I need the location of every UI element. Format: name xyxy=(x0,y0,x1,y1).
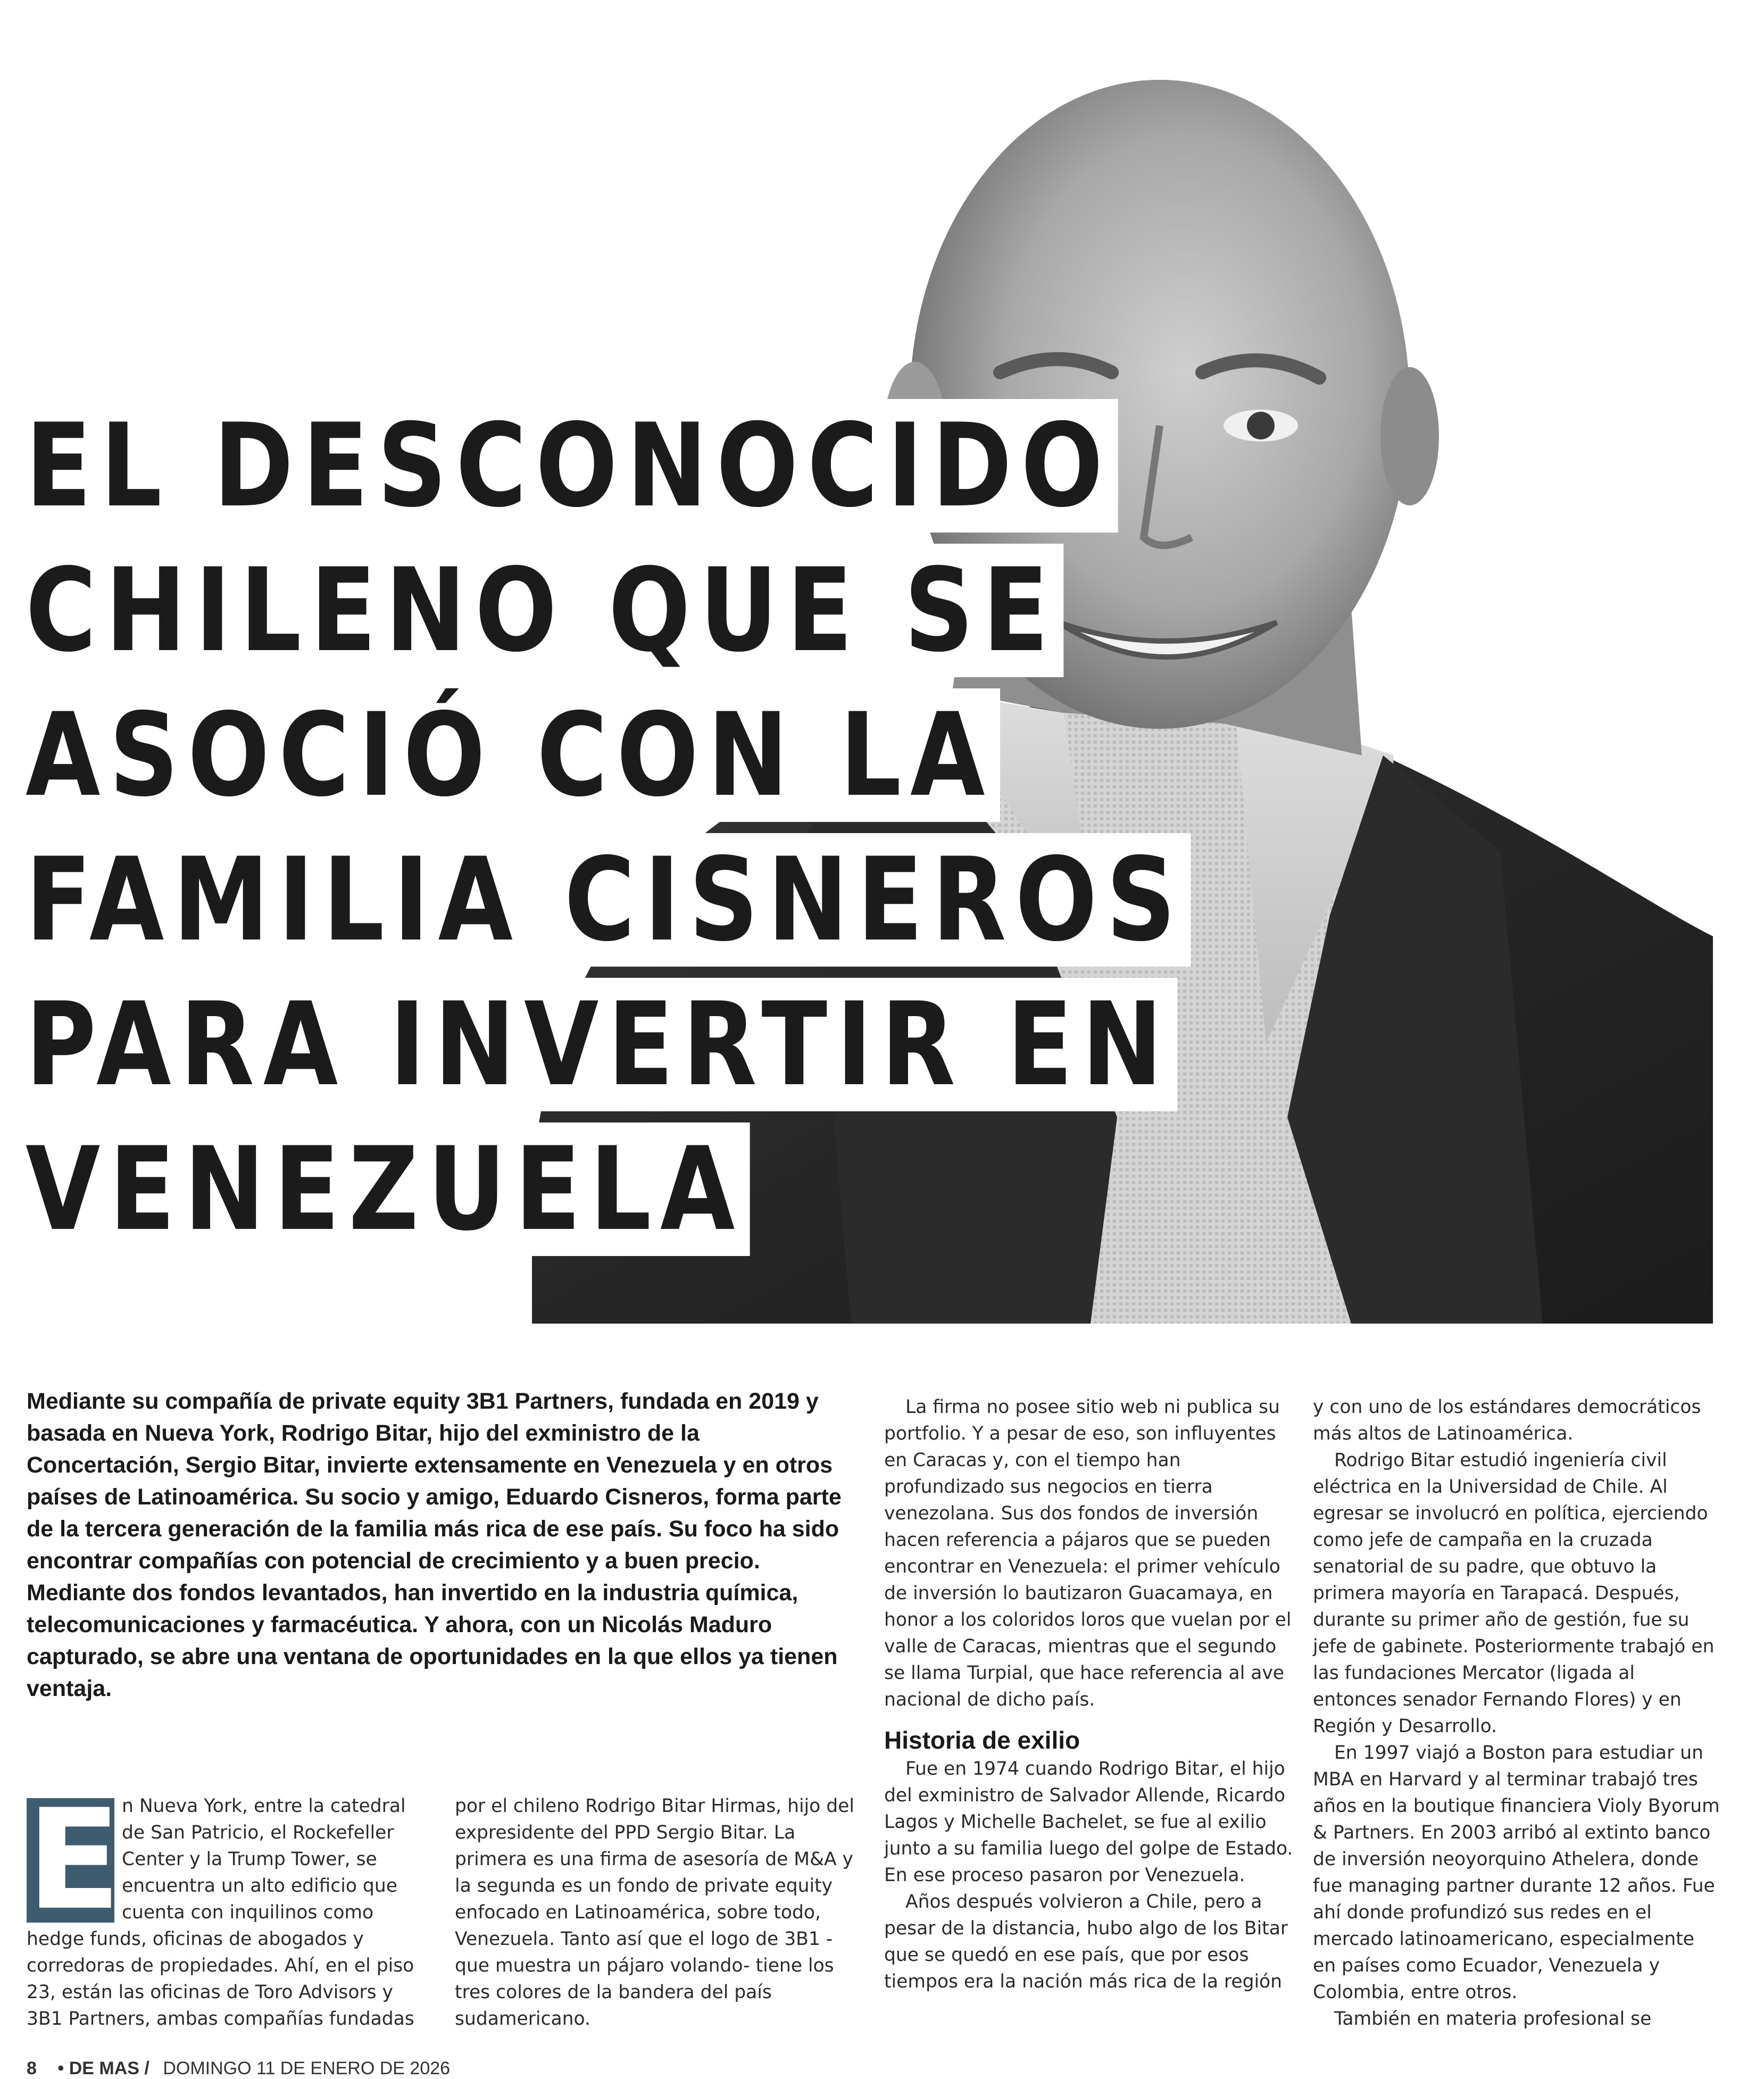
body-paragraph: La firma no posee sitio web ni publica su portfolio. Y a pesar de eso, son influyentes en Caracas y, con el tiempo han profundizado sus negocios en tierra venezolana. Sus dos fondos de inversión hacen referencia a pájaros que se pueden encontrar en Venezuela: el primer vehículo de inversión lo bautizaron Guacamaya, en honor a los coloridos loros que vuelan por el valle de Caracas, mientras que el segundo se llama Turpial, que hace referencia al ave nacional de dicho país. xyxy=(884,1396,1292,1710)
publication-date: DOMINGO 11 DE ENERO DE 2026 xyxy=(163,2058,451,2078)
body-paragraph: por el chileno Rodrigo Bitar Hirmas, hijo del expresidente del PPD Sergio Bitar. La primera es una firma de asesoría de M&A y la segunda es un fondo de private equity enfocado en Latinoamérica, sobre todo, Venezuela. Tanto así que el logo de 3B1 -que muestra un pájaro volando- tiene los tres colores de la bandera del país sudamericano. xyxy=(455,1795,854,2030)
headline-line: FAMILIA CISNEROS xyxy=(26,828,812,972)
body-paragraph: n Nueva York, entre la catedral de San Patricio, el Rockefeller Center y la Trump Tower, se encuentra un alto edificio que cuenta con inquilinos como hedge funds, oficinas de abogados y corredoras de propiedades. Ahí, en el piso 23, están las oficinas de Toro Advisors y 3B1 Partners, ambas compañías fundadas xyxy=(27,1795,414,2030)
body-paragraph: En 1997 viajó a Boston para estudiar un MBA en Harvard y al terminar trabajó tres años en la boutique financiera Violy Byorum & Partners. En 2003 arribó al extinto banco de inversión neoyorquino Athelera, donde fue managing partner durante 12 años. Fue ahí donde profundizó sus redes en el mercado latinoamericano, especialmente en países como Ecuador, Venezuela y Colombia, entre otros. xyxy=(1313,1742,1720,2003)
body-paragraph: Rodrigo Bitar estudió ingeniería civil eléctrica en la Universidad de Chile. Al egresar se involucró en política, ejerciendo como jefe de campaña en la cruzada senatorial de su padre, que obtuvo la primera mayoría en Tarapacá. Después, durante su primer año de gestión, fue su jefe de gabinete. Posteriormente trabajó en las fundaciones Mercator (ligada al entonces senador Fernando Flores) y en Región y Desarrollo. xyxy=(1313,1450,1715,1737)
dropcap xyxy=(27,1780,121,1941)
headline xyxy=(26,394,1185,1262)
body-paragraph: También en materia profesional se xyxy=(1334,2008,1652,2030)
headline-line: PARA INVERTIR EN xyxy=(26,972,812,1117)
body-column-3 xyxy=(884,1394,1294,1995)
body-column-1 xyxy=(27,1780,431,2032)
section-name: • DE MAS / xyxy=(57,2058,149,2078)
headline-line: ASOCIÓ CON LA xyxy=(26,683,812,828)
body-column-2 xyxy=(455,1793,859,2032)
dropcap-letter: E xyxy=(27,1780,121,1941)
body-paragraph: y con uno de los estándares democráticos más altos de Latinoamérica. xyxy=(1313,1396,1701,1444)
headline-line: EL DESCONOCIDO xyxy=(26,394,812,538)
page-footer xyxy=(27,2058,878,2079)
body-paragraph: Años después volvieron a Chile, pero a pesar de la distancia, hubo algo de los Bitar que se quedó en ese país, que por esos tiempos era la nación más rica de la región xyxy=(884,1891,1288,1992)
headline-line: VENEZUELA xyxy=(26,1117,812,1262)
headline-line: CHILENO QUE SE xyxy=(26,538,812,683)
page-number: 8 xyxy=(27,2058,37,2078)
body-paragraph: Fue en 1974 cuando Rodrigo Bitar, el hijo del exministro de Salvador Allende, Ricardo Lagos y Michelle Bachelet, se fue al exilio junto a su familia luego del golpe de Estado. En ese proceso pasaron por Venezuela. xyxy=(884,1758,1293,1886)
lead-paragraph: Mediante su compañía de private equity 3B1 Partners, fundada en 2019 y basada en Nueva York, Rodrigo Bitar, hijo del exministro de la Concertación, Sergio Bitar, invierte extensamente en Venezuela y en otros países de Latinoamérica. Su socio y amigo, Eduardo Cisneros, forma parte de la tercera generación de la familia más rica de ese país. Su foco ha sido encontrar compañías con potencial de crecimiento y a buen precio. Mediante dos fondos levantados, han invertido en la industria química, telecomunicaciones y farmacéutica. Y ahora, con un Nicolás Maduro capturado, se abre una ventana de oportunidades en la que ellos ya tienen ventaja. xyxy=(27,1388,842,1701)
subheading: Historia de exilio xyxy=(884,1726,1080,1754)
body-column-4 xyxy=(1313,1394,1723,2032)
